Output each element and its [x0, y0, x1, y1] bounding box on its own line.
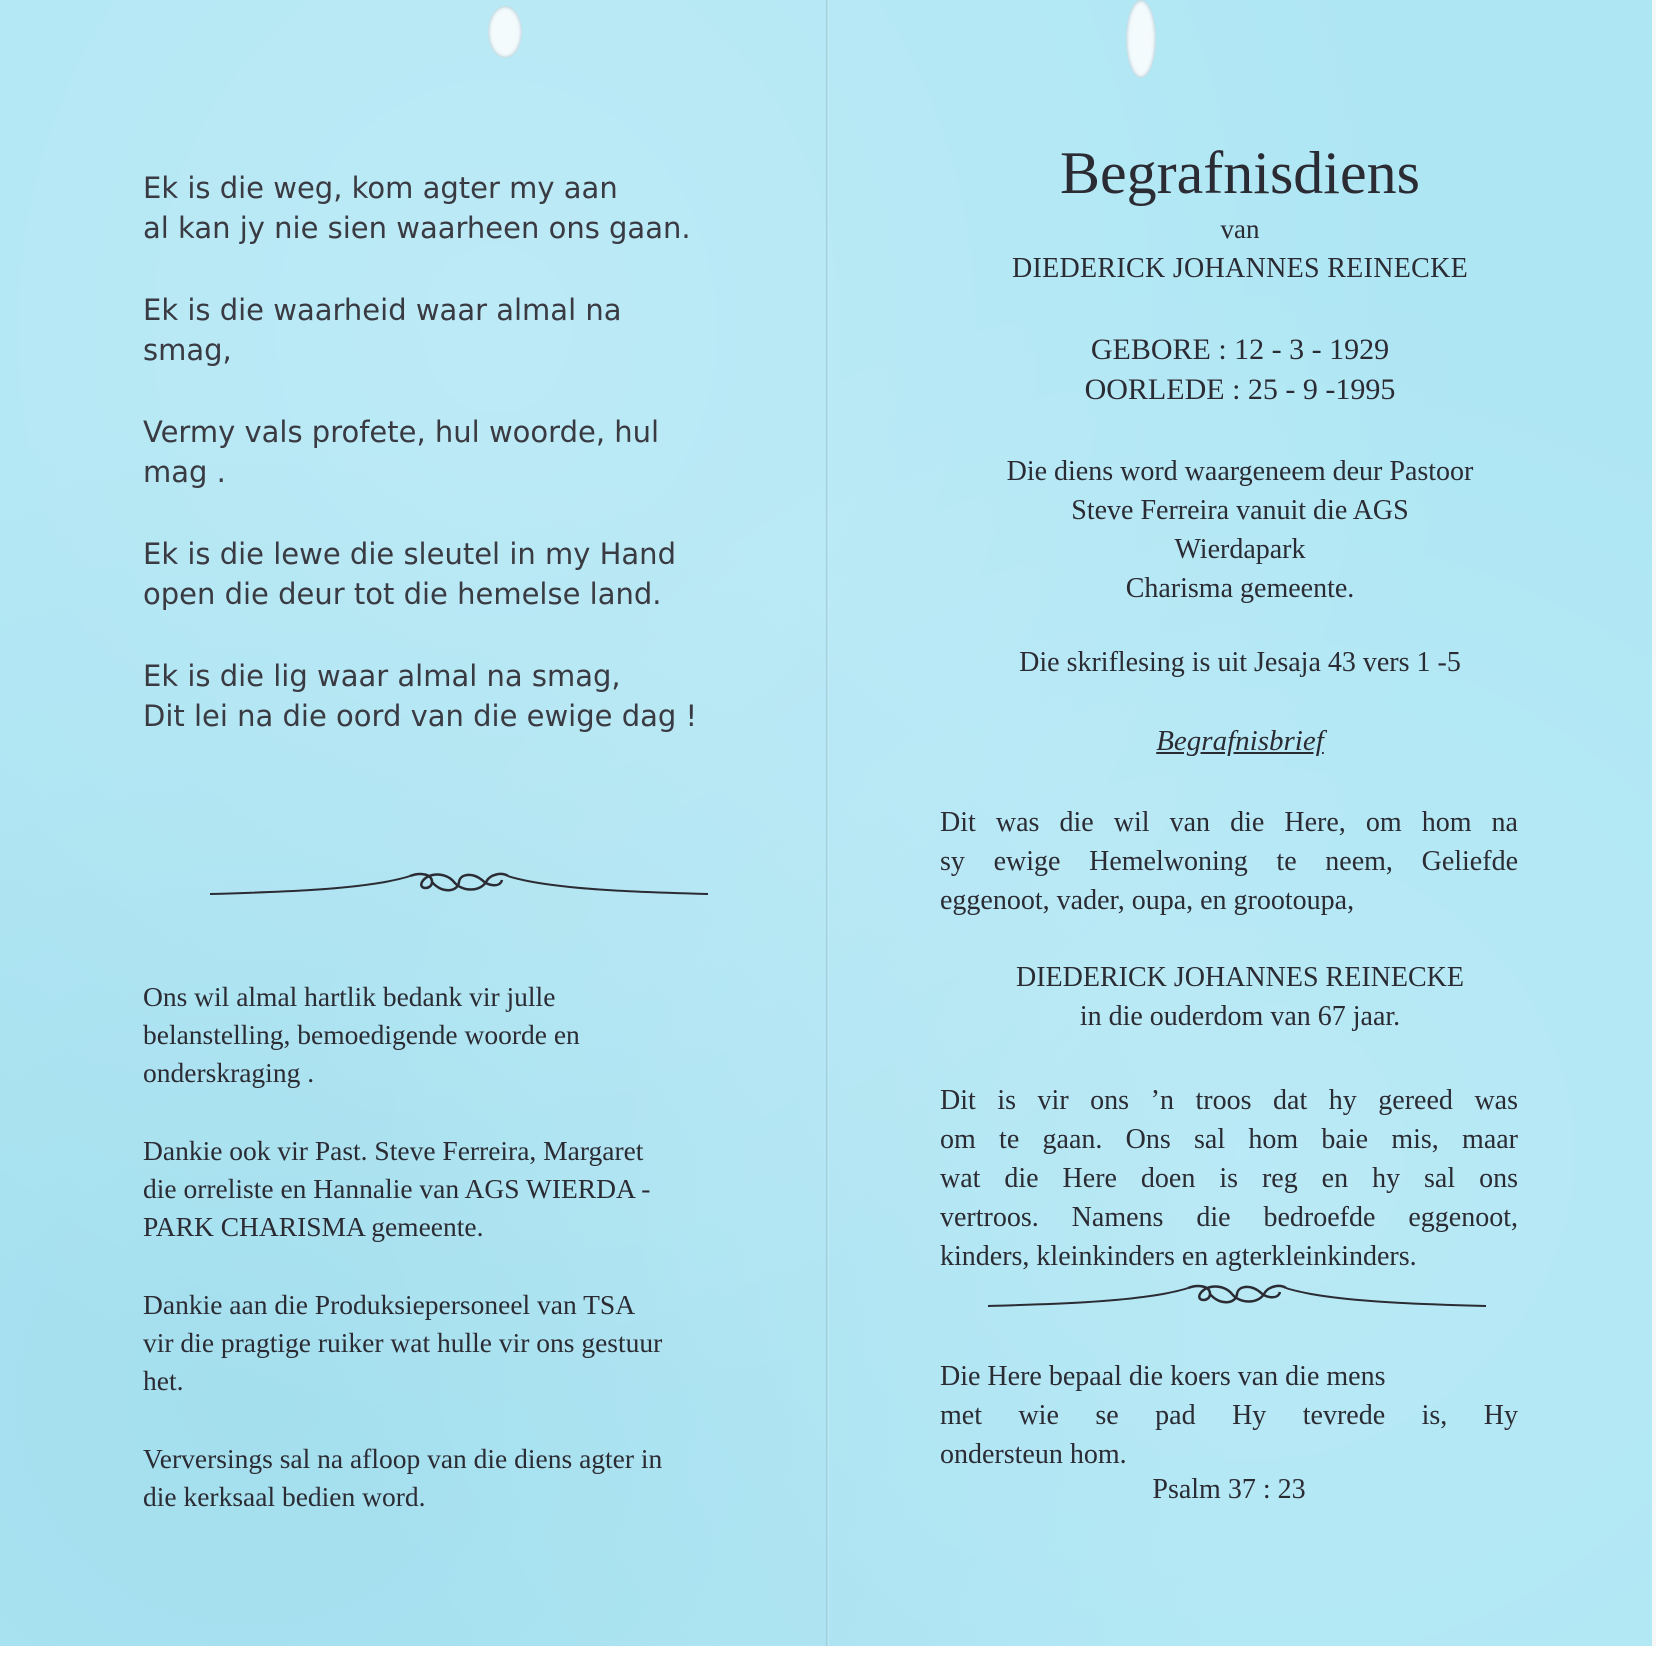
text-line: die kerksaal bedien word.: [143, 1481, 426, 1512]
text-line: wat die Here doen is reg en hy sal ons: [940, 1163, 1518, 1194]
letter-deceased-name: DIEDERICK JOHANNES REINECKE: [1016, 962, 1464, 993]
poem-stanza: [143, 290, 783, 370]
text-line: sy ewige Hemelwoning te neem, Geliefde: [940, 846, 1518, 877]
ornament-divider-left: [210, 868, 708, 902]
verse-reference: Psalm 37 : 23: [1152, 1474, 1306, 1505]
thanks-paragraph: [143, 1132, 783, 1246]
text-line: het.: [143, 1365, 184, 1396]
letter-age: in die ouderdom van 67 jaar.: [1079, 1001, 1401, 1032]
poem-line: mag .: [143, 455, 226, 489]
text-line: belanstelling, bemoedigende woorde en: [143, 1019, 580, 1050]
thanks-paragraph: [143, 978, 783, 1092]
poem-line: Vermy vals profete, hul woorde, hul: [143, 415, 660, 449]
text-line: Charisma gemeente.: [1125, 573, 1355, 604]
poem-line: Dit lei na die oord van die ewige dag !: [143, 699, 698, 733]
thank-you-notes: [143, 978, 783, 1556]
text-line: Steve Ferreira vanuit die AGS: [1071, 495, 1409, 526]
text-line: met wie se pad Hy tevrede is, Hy: [940, 1400, 1518, 1431]
poem-line: Ek is die lewe die sleutel in my Hand: [143, 537, 676, 571]
scripture-reading: Die skriflesing is uit Jesaja 43 vers 1 -5: [1019, 647, 1461, 678]
text-line: vertroos. Namens die bedroefde eggenoot,: [940, 1202, 1518, 1233]
thanks-paragraph: [143, 1440, 783, 1516]
text-line: Die diens word waargeneem deur Pastoor: [1006, 456, 1474, 487]
text-line: Dit is vir ons ’n troos dat hy gereed was: [940, 1085, 1518, 1116]
poem-stanza: [143, 168, 783, 248]
poem: [143, 168, 783, 778]
right-edge: [1652, 0, 1656, 1646]
poem-stanza: [143, 534, 783, 614]
birth-date: GEBORE : 12 - 3 - 1929: [1090, 333, 1390, 366]
text-line: om te gaan. Ons sal hom baie mis, maar: [940, 1124, 1518, 1155]
text-line: vir die pragtige ruiker wat hulle vir ons gestuur: [143, 1327, 663, 1358]
poem-stanza: [143, 412, 783, 492]
center-fold: [826, 0, 829, 1646]
service-details: [940, 452, 1540, 608]
text-line: Dit was die wil van die Here, om hom na: [940, 807, 1518, 838]
poem-line: Ek is die weg, kom agter my aan: [143, 171, 618, 205]
text-line: Ons wil almal hartlik bedank vir julle: [143, 981, 556, 1012]
poem-line: smag,: [143, 333, 232, 367]
death-date: OORLEDE : 25 - 9 -1995: [1084, 373, 1396, 406]
text-line: ondersteun hom.: [940, 1439, 1127, 1470]
page-title: Begrafnisdiens: [1060, 140, 1420, 206]
text-line: Dankie aan die Produksiepersoneel van TSA: [143, 1289, 636, 1320]
life-dates: [940, 330, 1540, 410]
text-line: die orreliste en Hannalie van AGS WIERDA -: [143, 1173, 651, 1204]
text-line: PARK CHARISMA gemeente.: [143, 1211, 484, 1242]
text-line: eggenoot, vader, oupa, en grootoupa,: [940, 885, 1355, 916]
letter-intro: [940, 803, 1518, 920]
poem-line: open die deur tot die hemelse land.: [143, 577, 662, 611]
poem-line: Ek is die waarheid waar almal na: [143, 293, 622, 327]
ornament-divider-right: [988, 1280, 1486, 1314]
punch-hole-left: [488, 6, 522, 58]
punch-hole-right: [1126, 0, 1156, 78]
text-line: Verversings sal na afloop van die diens agter in: [143, 1443, 663, 1474]
text-line: onderskraging .: [143, 1057, 315, 1088]
deceased-name: DIEDERICK JOHANNES REINECKE: [1011, 253, 1469, 284]
letter-heading: Begrafnisbrief: [1156, 725, 1324, 757]
poem-stanza: [143, 656, 783, 736]
thanks-paragraph: [143, 1286, 783, 1400]
text-line: Dankie ook vir Past. Steve Ferreira, Margaret: [143, 1135, 644, 1166]
text-line: Wierdapark: [1174, 534, 1306, 565]
poem-line: Ek is die lig waar almal na smag,: [143, 659, 621, 693]
text-line: kinders, kleinkinders en agterkleinkinders.: [940, 1241, 1417, 1272]
letter-body: [940, 1081, 1518, 1276]
bible-verse: [940, 1357, 1518, 1474]
subtitle-van: van: [1220, 214, 1260, 244]
poem-line: al kan jy nie sien waarheen ons gaan.: [143, 211, 691, 245]
text-line: Die Here bepaal die koers van die mens: [940, 1361, 1386, 1392]
